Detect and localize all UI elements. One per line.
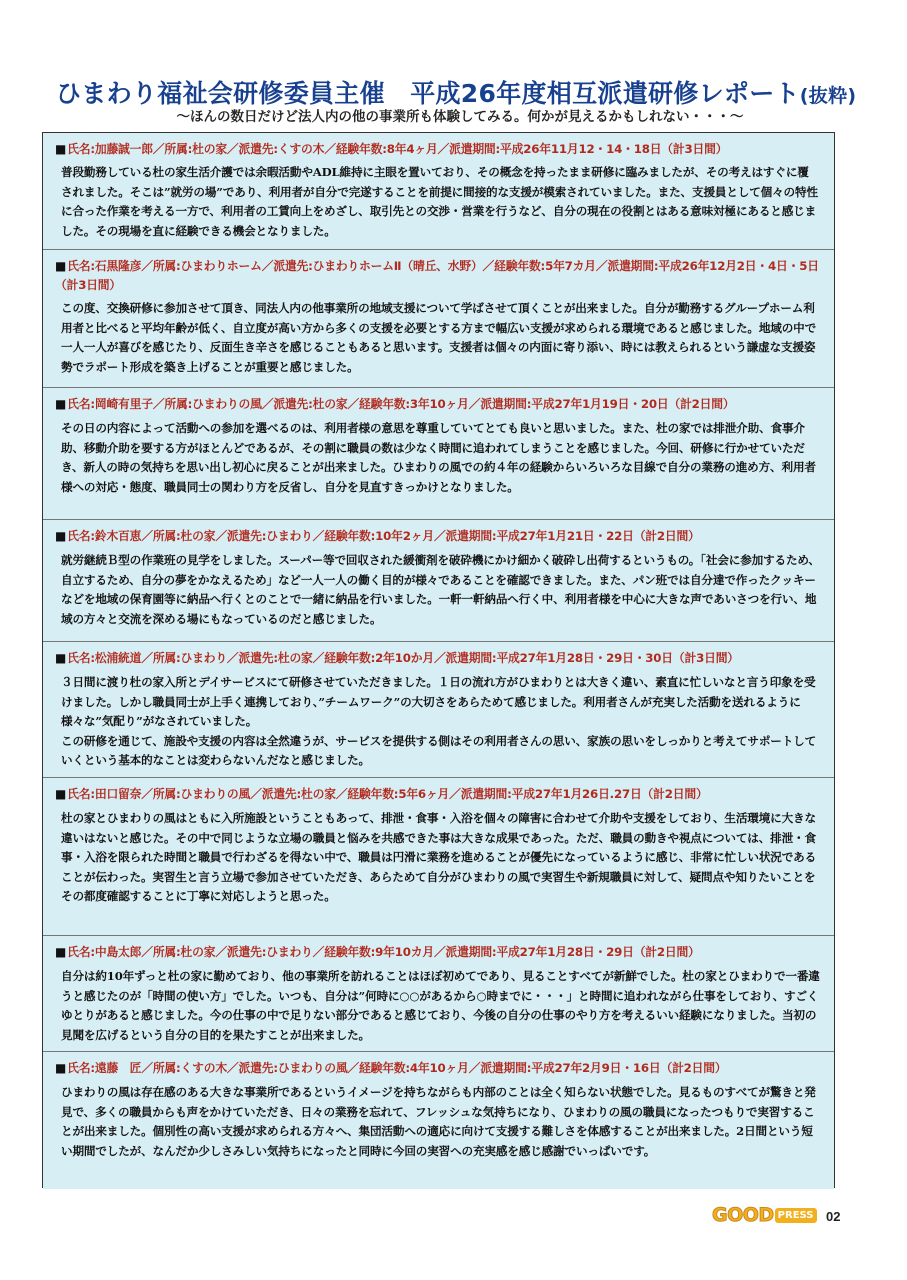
logo-press-text: PRESS xyxy=(775,1208,817,1223)
entry-paragraph: 自分は約10年ずっと杜の家に勤めており、他の事業所を訪れることはほぼ初めてであり、見ることすべてが新鮮でした。杜の家とひまわりで一番違うと感じたのが「時間の使い方」でした。いつも、自分は”何時に○○があるから○時までに・・・」と時間に追われながら仕事をしており、すごくゆとりがあると感じました。今の仕事の中で足りない部分であると感じており、今後の自分の仕事のやり方を考えるいい経験になりました。当初の見聞を広げるという自分の目的を果たすことが出来ました。 xyxy=(61,969,820,1042)
entry-header-text: 氏名:松浦統道／所属:ひまわり／派遣先:杜の家／経験年数:2年10か月／派遣期間:平成27年1月28日・29日・30日（計3日間） xyxy=(67,651,739,665)
entry-body xyxy=(61,673,820,771)
report-entry xyxy=(43,1052,834,1189)
report-entry xyxy=(43,642,834,778)
entry-paragraph: ３日間に渡り杜の家入所とデイサービスにて研修させていただきました。１日の流れ方がひまわりとは大きく違い、素直に忙しいなと言う印象を受けました。しかし職員同士が上手く連携しており、”チームワーク”の大切さをあらためて感じました。利用者さんが充実した活動を送れるように様々な”気配り”がなされていました。 xyxy=(61,675,816,729)
entry-paragraph: この度、交換研修に参加させて頂き、同法人内の他事業所の地域支援について学ばさせて頂くことが出来ました。自分が勤務するグループホーム利用者と比べると平均年齢が低く、自立度が高い方から多くの支援を必要とする方まで幅広い支援が求められる環境であると感じました。地域の中で一人一人が喜びを感じたり、反面生き辛さを感じることもあると思います。支援者は個々の内面に寄り添い、時には教えられるという謙虚な支援姿勢でラポート形成を築き上げることが重要と感じました。 xyxy=(61,301,817,374)
entry-body xyxy=(61,551,820,629)
square-bullet-icon: ■ xyxy=(55,651,67,665)
square-bullet-icon: ■ xyxy=(55,142,67,156)
entry-header-text: 氏名:加藤誠一郎／所属:杜の家／派遣先:くすの木／経験年数:8年4ヶ月／派遣期間:平成26年11月12・14・18日（計3日間） xyxy=(67,142,728,156)
entry-header xyxy=(55,140,824,159)
entry-body xyxy=(61,299,820,377)
entry-header xyxy=(55,527,824,546)
report-container xyxy=(42,132,835,1188)
entry-body xyxy=(61,1083,820,1161)
entry-header-text: 氏名:田口留奈／所属:ひまわりの風／派遣先:杜の家／経験年数:5年6ヶ月／派遣期間:平成27年1月26日.27日（計2日間） xyxy=(67,787,708,801)
entry-header-text: 氏名:岡崎有里子／所属:ひまわりの風／派遣先:杜の家／経験年数:3年10ヶ月／派遣期間:平成27年1月19日・20日（計2日間） xyxy=(67,397,735,411)
entry-paragraph: その日の内容によって活動への参加を選べるのは、利用者様の意思を尊重していてとても良いと思いました。また、杜の家では排泄介助、食事介助、移動介助を要する方がほとんどであるが、その割に職員の数は少なく時間に追われてしまうことを感じました。今回、研修に行かせていただき、新人の時の気持ちを思い出し初心に戻ることが出来ました。ひまわりの風での約４年の経験からいろいろな目線で自分の業務の進め方、利用者様への対応・態度、職員同士の関わり方を反省し、自分を見直すきっかけとなりました。 xyxy=(61,421,816,494)
entry-header xyxy=(55,785,824,804)
entry-header xyxy=(55,943,824,962)
square-bullet-icon: ■ xyxy=(55,259,67,273)
entry-header xyxy=(55,649,824,668)
entry-header-text: 氏名:遠藤 匠／所属:くすの木／派遣先:ひまわりの風／経験年数:4年10ヶ月／派遣期間:平成27年2月9日・16日（計2日間） xyxy=(67,1061,727,1075)
square-bullet-icon: ■ xyxy=(55,529,67,543)
report-entry xyxy=(43,936,834,1052)
entry-paragraph: 普段勤務している杜の家生活介護では余暇活動やADL維持に主眼を置いており、その概念を持ったまま研修に臨みましたが、その考えはすぐに覆されました。そこは”就労の場”であり、利用者が自分で完遂することを前提に間接的な支援が模索されていました。また、支援員として個々の特性に合った作業を考える一方で、利用者の工賃向上をめざし、取引先との交渉・営業を行うなど、自分の現在の役割とはある意味対極にあると感じました。その現場を直に経験できる機会となりました。 xyxy=(61,165,818,238)
square-bullet-icon: ■ xyxy=(55,1061,67,1075)
good-press-logo xyxy=(712,1204,822,1226)
page-subtitle: ～ほんの数日だけど法人内の他の事業所も体験してみる。何かが見えるかもしれない・・・～ xyxy=(176,109,744,125)
report-entry xyxy=(43,250,834,388)
entry-paragraph: この研修を通じて、施設や支援の内容は全然違うが、サービスを提供する側はその利用者さんの思い、家族の思いをしっかりと考えてサポートしていくという基本的なことは変わらないんだなと感じました。 xyxy=(61,733,817,768)
logo-good-text: GOOD xyxy=(712,1204,774,1226)
entry-body xyxy=(61,419,820,497)
report-entry xyxy=(43,520,834,642)
entry-header xyxy=(55,257,824,295)
entry-body xyxy=(61,809,820,907)
square-bullet-icon: ■ xyxy=(55,397,67,411)
title-suffix: (抜粋) xyxy=(799,85,857,107)
page-number: 02 xyxy=(826,1209,841,1224)
entry-header xyxy=(55,395,824,414)
entry-header xyxy=(55,1059,824,1078)
entry-paragraph: ひまわりの風は存在感のある大きな事業所であるというイメージを持ちながらも内部のことは全く知らない状態でした。見るものすべてが驚きと発見で、多くの職員からも声をかけていただき、日々の業務を忘れて、フレッシュな気持ちになり、ひまわりの風の職員になったつもりで実習することが出来ました。個別性の高い支援が求められる方々へ、集団活動への適応に向けて支援する難しさを体感することが出来ました。2日間という短い期間でしたが、なんだか少しさみしい気持ちになったと同時に今回の実習への充実感を感じ感謝でいっぱいです。 xyxy=(61,1085,816,1158)
entry-header-text: 氏名:鈴木百恵／所属:杜の家／派遣先:ひまわり／経験年数:10年2ヶ月／派遣期間:平成27年1月21日・22日（計2日間） xyxy=(67,529,700,543)
square-bullet-icon: ■ xyxy=(55,945,67,959)
entry-body xyxy=(61,163,820,241)
entry-body xyxy=(61,967,820,1045)
page-title xyxy=(56,76,856,112)
entry-header-text: 氏名:中島太郎／所属:杜の家／派遣先:ひまわり／経験年数:9年10カ月／派遣期間:平成27年1月28日・29日（計2日間） xyxy=(67,945,700,959)
report-entry xyxy=(43,778,834,936)
square-bullet-icon: ■ xyxy=(55,787,67,801)
entry-paragraph: 就労継続Ｂ型の作業班の見学をしました。スーパー等で回収された緩衝剤を破砕機にかけ細かく破砕し出荷するというもの。「社会に参加するため、自立するため、自分の夢をかなえるため」など一人一人の働く目的が様々であることを確認できました。また、パン班では自分達で作ったクッキーなどを地域の保育園等に納品へ行くとのことで一緒に納品を行いました。一軒一軒納品へ行く中、利用者様を中心に大きな声であいさつを行い、地域の方々と交流を深める場にもなっているのだと感じました。 xyxy=(61,553,820,626)
report-entry xyxy=(43,133,834,250)
entry-header-text: 氏名:石黒隆彦／所属:ひまわりホーム／派遣先:ひまわりホームⅡ（晴丘、水野）／経験年数:5年7カ月／派遣期間:平成26年12月2日・4日・5日（計3日間） xyxy=(55,259,819,292)
title-main: ひまわり福祉会研修委員主催 平成26年度相互派遣研修レポート xyxy=(56,79,800,108)
entry-paragraph: 杜の家とひまわりの風はともに入所施設ということもあって、排泄・食事・入浴を個々の障害に合わせて介助や支援をしており、生活環境に大きな違いはないと感じた。その中で同じような立場の職員と悩みを共感できた事は大きな成果であった。ただ、職員の動きや視点については、排泄・食事・入浴を限られた時間と職員で行わざるを得ない中で、職員は円滑に業務を進めることが優先になっているように感じ、非常に忙しい状況であることが伝わった。実習生と言う立場で参加させていただき、あらためて自分がひまわりの風で実習生や新規職員に対して、疑問点や知りたいことをその都度確認することに丁寧に対応しようと思った。 xyxy=(61,811,817,904)
report-entry xyxy=(43,388,834,520)
